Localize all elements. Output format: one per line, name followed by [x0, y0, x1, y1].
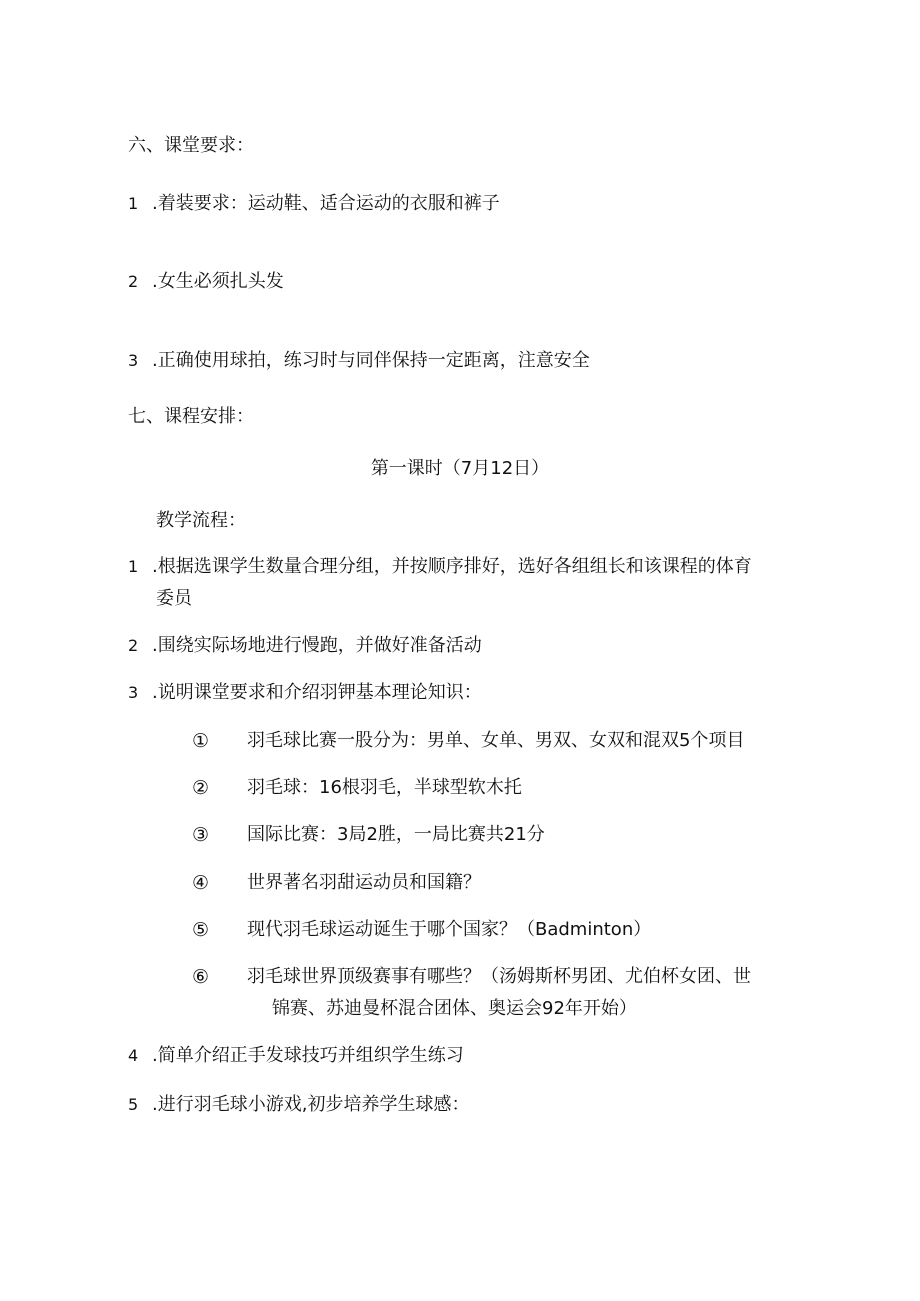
- section-heading-schedule: 七、课程安排：: [128, 406, 254, 427]
- sub-item-mark: ④: [192, 872, 210, 894]
- sub-item-mark: ⑤: [192, 919, 210, 941]
- step-number: 3: [128, 683, 139, 702]
- sub-item-mark: ②: [192, 777, 210, 799]
- step-text: .简单介绍正手发球技巧并组织学生练习: [152, 1045, 464, 1066]
- step-text: .围绕实际场地进行慢跑，并做好准备活动: [152, 635, 482, 656]
- lesson-title: 第一课时（7月12日）: [370, 458, 550, 479]
- sub-item-mark: ③: [192, 824, 210, 846]
- sub-item-mark: ⑥: [192, 966, 210, 988]
- sub-item-text-continuation: 锦赛、苏迪曼杯混合团体、奥运会92年开始）: [272, 998, 637, 1019]
- step-text: .进行羽毛球小游戏,初步培养学生球感：: [152, 1094, 470, 1115]
- sub-item-text: 国际比赛：3局2胜，一局比赛共21分: [247, 824, 545, 845]
- requirement-text: .正确使用球拍，练习时与同伴保持一定距离，注意安全: [152, 350, 590, 371]
- step-number: 5: [128, 1095, 139, 1114]
- step-number: 2: [128, 636, 139, 655]
- requirement-number: 2: [128, 272, 139, 291]
- sub-item-text: 羽毛球比赛一股分为：男单、女单、男双、女双和混双5个项目: [247, 730, 745, 751]
- sub-item-text: 世界著名羽甜运动员和国籍？: [247, 872, 481, 893]
- process-label: 教学流程：: [156, 510, 246, 531]
- step-number: 1: [128, 557, 139, 576]
- sub-item-text: 羽毛球世界顶级赛事有哪些？（汤姆斯杯男团、尤伯杯女团、世: [247, 966, 751, 987]
- requirement-text: .女生必须扎头发: [152, 271, 284, 292]
- step-text-continuation: 委员: [156, 588, 192, 609]
- requirement-number: 3: [128, 351, 139, 370]
- step-text: .说明课堂要求和介绍羽钾基本理论知识：: [152, 682, 482, 703]
- step-number: 4: [128, 1046, 139, 1065]
- requirement-number: 1: [128, 194, 139, 213]
- sub-item-mark: ①: [192, 730, 210, 752]
- step-text: .根据选课学生数量合理分组，并按顺序排好，选好各组组长和该课程的体育: [152, 556, 752, 577]
- requirement-text: .着装要求：运动鞋、适合运动的衣服和裤子: [152, 193, 500, 214]
- sub-item-text: 羽毛球：16根羽毛，半球型软木托: [247, 777, 522, 798]
- section-heading-requirements: 六、课堂要求：: [128, 135, 254, 156]
- sub-item-text: 现代羽毛球运动诞生于哪个国家？（Badminton）: [247, 919, 652, 940]
